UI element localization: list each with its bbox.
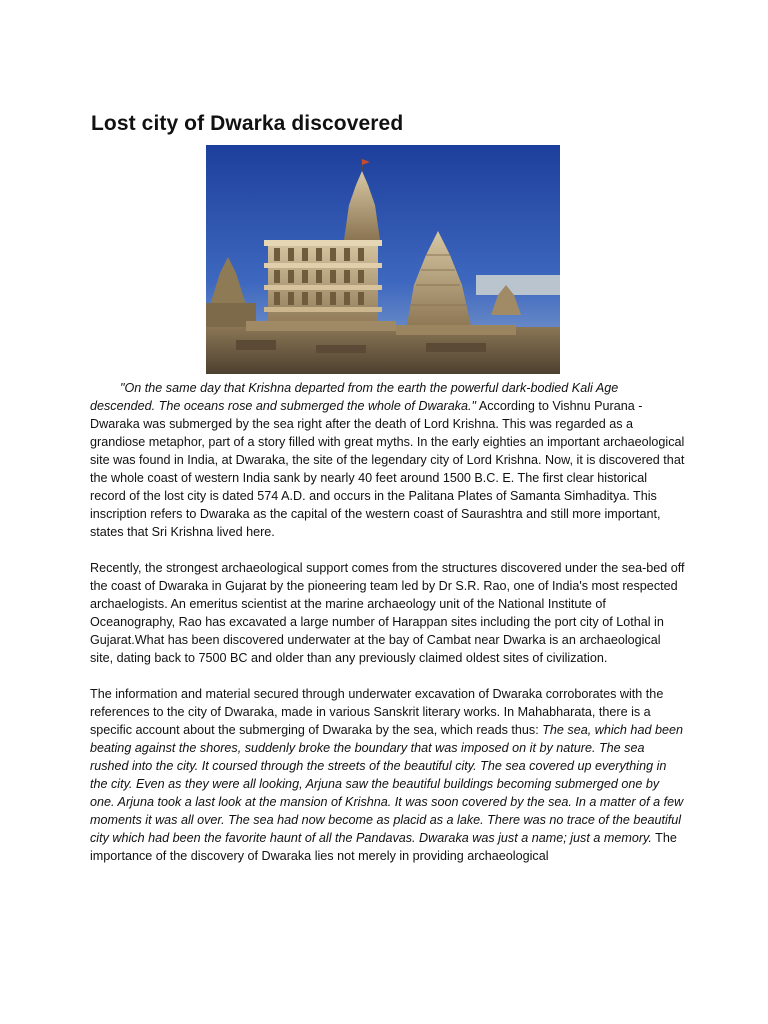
paragraph-archaeology: Recently, the strongest archaeological support comes from the structures discovered under the sea-bed off the coast of Dwaraka in Gujarat by the pioneering team led by Dr S.R. Rao, one of India's most respected archaelogists. An emeritus scientist at the marine archaeology unit of the National Institute of Oceanography, Rao has excavated a large number of Harappan sites including the port city of Lothal in Gujarat.What has been discovered underwater at the bay of Cambat near Dwarka is an archaeological site, dating back to 7500 BC and older than any previously claimed oldest sites of civilization. — [90, 561, 685, 665]
paragraph-mahabharata-tail: The importance of the discovery of Dwaraka lies not merely in providing archaeological — [90, 831, 677, 863]
paragraph-mahabharata-lead: The information and material secured through underwater excavation of Dwaraka corroborates with the references to the city of Dwaraka, made in various Sanskrit literary works. In Mahabharata, there is a specific account about the submerging of Dwaraka by the sea, which reads thus: — [90, 687, 664, 737]
dwarka-temple-photo — [206, 145, 560, 374]
paragraph-intro-text: According to Vishnu Purana - Dwaraka was submerged by the sea right after the death of Lord Krishna. This was regarded as a grandiose metaphor, part of a story filled with great myths. In the early eighties an important archaeological site was found in India, at Dwaraka, the site of the legendary city of Lord Krishna. Now, it is discovered that the whole coast of western India sank by nearly 40 feet around 1500 B.C. E. The first clear historical record of the lost city is dated 574 A.D. and occurs in the Palitana Plates of Samanta Simhaditya. This inscription refers to Dwaraka as the capital of the western coast of Saurashtra and still more important, states that Sri Krishna lived here. — [90, 399, 685, 539]
article-body — [90, 379, 685, 883]
kali-age-quote: "On the same day that Krishna departed from the earth the powerful dark-bodied Kali Age descended. The oceans rose and submerged the whole of Dwaraka." — [90, 381, 619, 413]
paragraph-mahabharata — [90, 685, 685, 865]
paragraph-intro — [90, 379, 685, 541]
page-title: Lost city of Dwarka discovered — [91, 112, 404, 135]
mahabharata-quote: The sea, which had been beating against the shores, suddenly broke the boundary that was imposed on it by nature. The sea rushed into the city. It coursed through the streets of the beautiful city. The sea covered up everything in the city. Even as they were all looking, Arjuna saw the beautiful buildings becoming submerged one by one. Arjuna took a last look at the mansion of Krishna. It was soon covered by the sea. In a matter of a few moments it was all over. The sea had now become as placid as a lake. There was no trace of the beautiful city which had been the favorite haunt of all the Pandavas. Dwaraka was just a name; just a memory. — [90, 723, 684, 845]
